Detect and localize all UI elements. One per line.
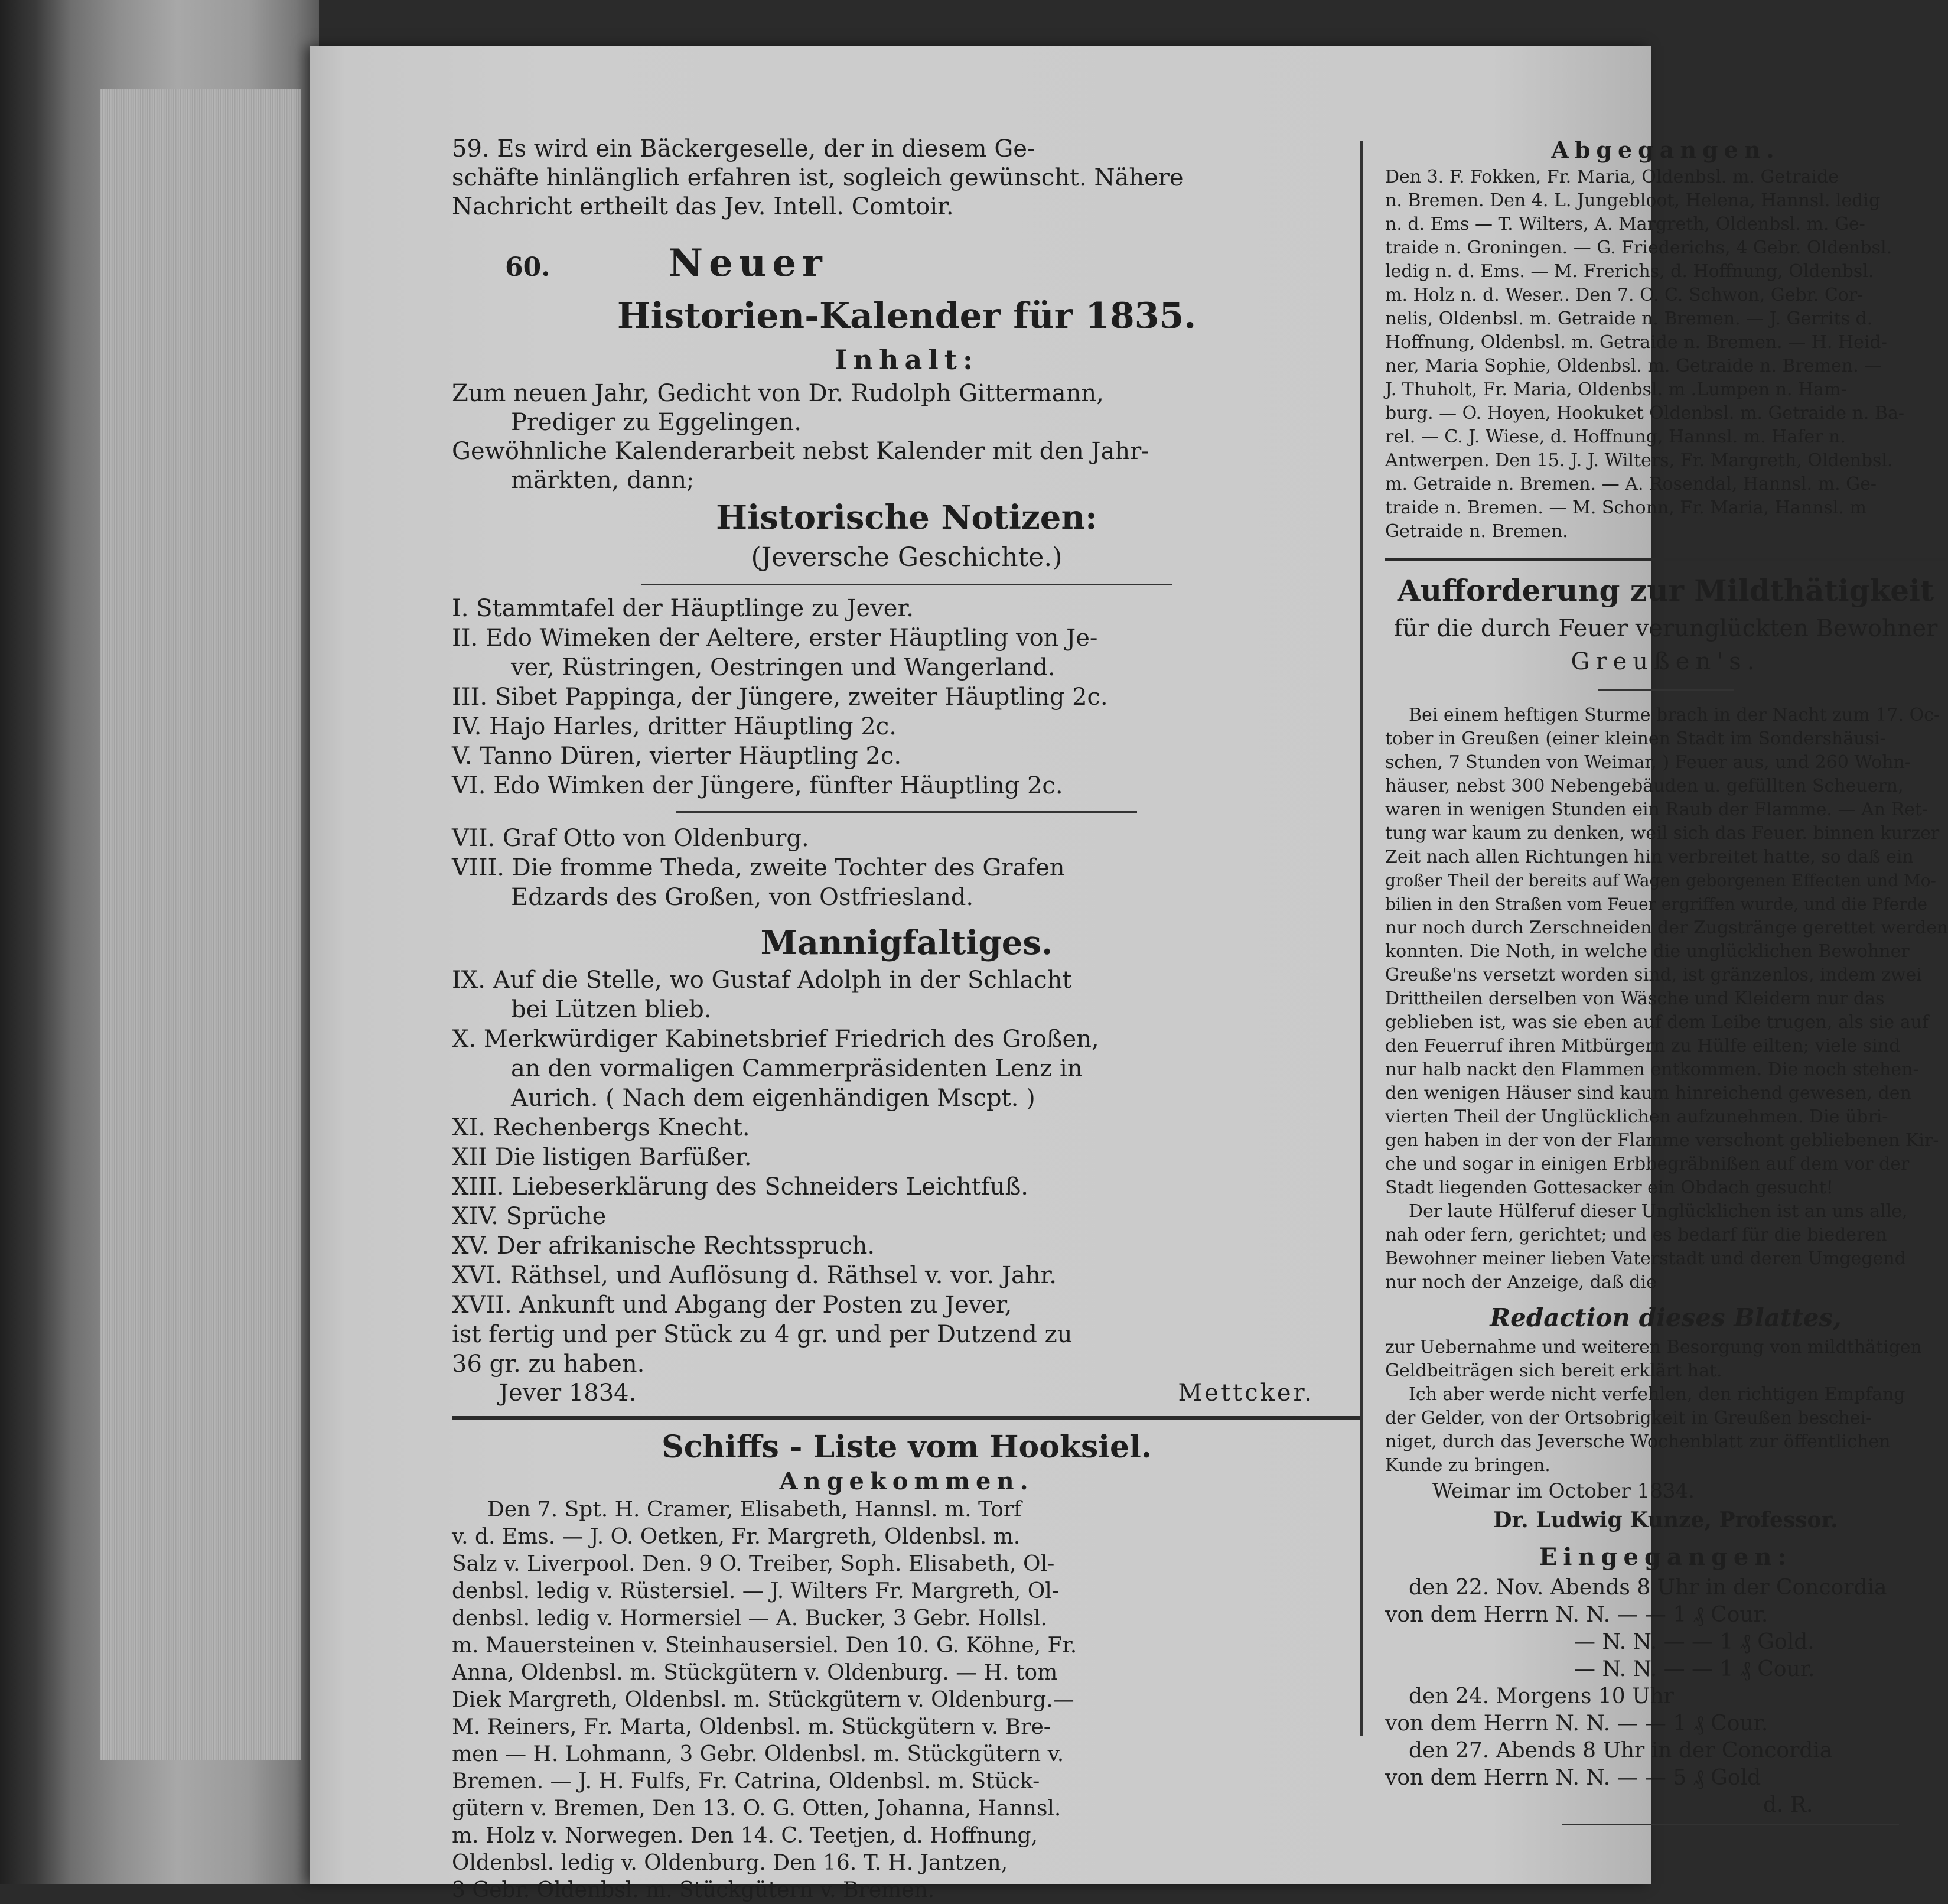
section-title-mannigfaltiges: Mannigfaltiges. xyxy=(760,923,1053,962)
redaction-line: Geldbeiträgen sich bereit erklärt hat. xyxy=(1385,1361,1722,1381)
closing-rule xyxy=(1562,1824,1899,1825)
donation-line: von dem Herrn N. N. — — 1 ₰ Cour. xyxy=(1385,1711,1768,1736)
toc-entry: III. Sibet Pappinga, der Jüngere, zweiter Häuptling 2c. xyxy=(452,684,1108,711)
toc-entry: an den vormaligen Cammerpräsidenten Lenz in xyxy=(511,1055,1083,1082)
toc-entry: X. Merkwürdiger Kabinetsbrief Friedrich des Großen, xyxy=(452,1026,1099,1053)
appeal-line: Greuße'ns versetzt worden sind, ist gränzenlos, indem zwei xyxy=(1385,965,1922,985)
donation-line: den 27. Abends 8 Uhr in der Concordia xyxy=(1409,1739,1833,1763)
appeal-line: den Feuerruf ihren Mitbürgern zu Hülfe eilten; viele sind xyxy=(1385,1036,1901,1056)
appeal-line: tung war kaum zu denken, weil sich das Feuer. binnen kurzer xyxy=(1385,823,1940,844)
notice-59-line: 59. Es wird ein Bäckergeselle, der in diesem Ge- xyxy=(452,135,1035,162)
appeal-line: Stadt liegenden Gottesacker ein Obdach gesucht! xyxy=(1385,1177,1833,1198)
toc-entry: XIV. Sprüche xyxy=(452,1203,607,1230)
appeal-line: konnten. Die Noth, in welche die unglücklichen Bewohner xyxy=(1385,941,1910,962)
abgegangen-line: rel. — C. J. Wiese, d. Hoffnung, Hannsl. m. Hafer n. xyxy=(1385,427,1846,447)
toc-oldenburg xyxy=(452,824,1361,912)
abgegangen-line: traide n. Bremen. — M. Schonn, Fr. Maria, Hannsl. m xyxy=(1385,497,1866,518)
notice-59 xyxy=(452,135,1361,222)
toc-entry: XI. Rechenbergs Knecht. xyxy=(452,1114,750,1141)
ship-list-line: m. Mauersteinen v. Steinhausersiel. Den 10. G. Köhne, Fr. xyxy=(452,1633,1077,1658)
appeal-line: den wenigen Häuser sind kaum hinreichend gewesen, den xyxy=(1385,1083,1911,1104)
toc-entry: XVI. Räthsel, und Auflösung d. Räthsel v. vor. Jahr. xyxy=(452,1262,1057,1289)
toc-entry: IX. Auf die Stelle, wo Gustaf Adolph in der Schlacht xyxy=(452,966,1072,994)
section-rule xyxy=(452,1416,1361,1420)
toc-entry: 36 gr. zu haben. xyxy=(452,1350,645,1378)
right-column xyxy=(1385,135,1946,1825)
abgegangen-line: Getraide n. Bremen. xyxy=(1385,521,1568,542)
abgegangen-line: Antwerpen. Den 15. J. J. Wilters, Fr. Margreth, Oldenbsl. xyxy=(1385,450,1893,471)
inhalt-heading: Inhalt: xyxy=(835,344,979,376)
calendar-title: Historien-Kalender für 1835. xyxy=(617,295,1197,337)
appeal-line: bilien in den Straßen vom Feuer ergriffen wurde, und die Pferde xyxy=(1385,894,1927,914)
appeal-line: schen, 7 Stunden von Weimar, ) Feuer aus, und 260 Wohn- xyxy=(1385,752,1911,773)
toc-entry: XII Die listigen Barfüßer. xyxy=(452,1144,752,1171)
appeal-line: nur halb nackt den Flammen entkommen. Die noch stehen- xyxy=(1385,1059,1919,1080)
toc-mannigfaltiges xyxy=(452,965,1361,1379)
place-date: Weimar im October 1834. xyxy=(1432,1479,1695,1503)
divider-rule xyxy=(641,584,1172,585)
appeal-line: nah oder fern, gerichtet; und es bedarf für die biederen xyxy=(1385,1225,1887,1245)
toc-entry: I. Stammtafel der Häuptlinge zu Jever. xyxy=(452,595,914,622)
divider-rule xyxy=(1598,689,1734,691)
appeal-line: Bewohner meiner lieben Vaterstadt und deren Umgegend xyxy=(1385,1248,1906,1269)
abgegangen-line: Hoffnung, Oldenbsl. m. Getraide n. Bremen. — H. Heid- xyxy=(1385,332,1887,353)
appeal-subtitle: für die durch Feuer verunglückten Bewohner xyxy=(1393,615,1938,642)
ship-list-line: Den 7. Spt. H. Cramer, Elisabeth, Hannsl. m. Torf xyxy=(487,1498,1022,1522)
ship-list-line: Diek Margreth, Oldenbsl. m. Stückgütern v. Oldenburg.— xyxy=(452,1688,1074,1712)
toc-entry: VIII. Die fromme Theda, zweite Tochter des Grafen xyxy=(452,854,1065,881)
toc-entry: ist fertig und per Stück zu 4 gr. und per Dutzend zu xyxy=(452,1321,1073,1348)
abgegangen-line: m. Holz n. d. Weser.. Den 7. O. C. Schwon, Gebr. Cor- xyxy=(1385,285,1864,305)
ship-list-line: gütern v. Bremen, Den 13. O. G. Otten, Johanna, Hannsl. xyxy=(452,1796,1061,1821)
appeal-line: tober in Greußen (einer kleinen Stadt im Sondershäusi- xyxy=(1385,728,1886,749)
redaction-line: zur Uebernahme und weiteren Besorgung von mildthätigen xyxy=(1385,1337,1922,1358)
ship-list-subtitle: Angekommen. xyxy=(779,1467,1034,1495)
appeal-line: geblieben ist, was sie eben auf dem Leibe trugen, als sie auf xyxy=(1385,1012,1929,1033)
abgegangen-line: n. Bremen. Den 4. L. Jungebloot, Helena, Hannsl. ledig xyxy=(1385,190,1881,211)
donation-line: von dem Herrn N. N. — — 5 ₰ Gold xyxy=(1385,1766,1761,1790)
appeal-title: Aufforderung zur Mildthätigkeit xyxy=(1397,573,1934,608)
eingegangen-list xyxy=(1385,1574,1946,1819)
book-edge xyxy=(0,0,319,1884)
abgegangen-line: burg. — O. Hoyen, Hookuket Oldenbsl. m. Getraide n. Ba- xyxy=(1385,403,1905,424)
eingegangen-title: Eingegangen: xyxy=(1539,1543,1793,1571)
redaction-line: niget, durch das Jeversche Wochenblatt zur öffentlichen xyxy=(1385,1431,1891,1452)
abgegangen-line: n. d. Ems — T. Wilters, A. Margreth, Oldenbsl. m. Ge- xyxy=(1385,214,1865,235)
appeal-body xyxy=(1385,704,1946,1294)
intro-line: märkten, dann; xyxy=(511,467,695,494)
intro-line: Gewöhnliche Kalenderarbeit nebst Kalender mit den Jahr- xyxy=(452,438,1149,465)
appeal-line: gen haben in der von der Flamme verschont gebliebenen Kir- xyxy=(1385,1130,1939,1151)
donation-line: — N. N. — — 1 ₰ Cour. xyxy=(1574,1657,1815,1681)
ship-list xyxy=(452,1496,1361,1904)
ship-list-line: denbsl. ledig v. Hormersiel — A. Bucker, 3 Gebr. Hollsl. xyxy=(452,1606,1047,1630)
ship-list-line: 3 Gebr. Oldenbsl. m. Stückgütern v. Bremen. xyxy=(452,1878,935,1902)
toc-entry: bei Lützen blieb. xyxy=(511,996,712,1023)
redaction-line: Kunde zu bringen. xyxy=(1385,1455,1550,1476)
appeal-line: Bei einem heftigen Sturme brach in der Nacht zum 17. Oc- xyxy=(1409,705,1940,725)
notice-59-line: Nachricht ertheilt das Jev. Intell. Comtoir. xyxy=(452,193,954,220)
toc-entry: VII. Graf Otto von Oldenburg. xyxy=(452,825,809,852)
toc-entry: XV. Der afrikanische Rechtsspruch. xyxy=(452,1232,875,1259)
toc-entry: IV. Hajo Harles, dritter Häuptling 2c. xyxy=(452,713,897,740)
ship-list-title: Schiffs - Liste vom Hooksiel. xyxy=(662,1429,1152,1465)
ship-list-line: Salz v. Liverpool. Den. 9 O. Treiber, Soph. Elisabeth, Ol- xyxy=(452,1552,1055,1576)
notice-number: 60. xyxy=(505,252,550,282)
ship-list-line: m. Holz v. Norwegen. Den 14. C. Teetjen, d. Hoffnung, xyxy=(452,1824,1038,1848)
abgegangen-line: J. Thuholt, Fr. Maria, Oldenbsl. m .Lumpen n. Ham- xyxy=(1385,379,1847,400)
section-rule xyxy=(1385,558,1946,561)
intro-line: Prediger zu Eggelingen. xyxy=(511,409,802,436)
abgegangen-line: ledig n. d. Ems. — M. Frerichs, d. Hoffnung, Oldenbsl. xyxy=(1385,261,1874,282)
toc-entry: XVII. Ankunft und Abgang der Posten zu Jever, xyxy=(452,1291,1012,1319)
appeal-line: nur noch der Anzeige, daß die xyxy=(1385,1272,1657,1293)
ship-list-line: denbsl. ledig v. Rüstersiel. — J. Wilters Fr. Margreth, Ol- xyxy=(452,1579,1059,1603)
abgegangen-line: ner, Maria Sophie, Oldenbsl. m. Getraide n. Bremen. — xyxy=(1385,356,1882,376)
abgegangen-title: Abgegangen. xyxy=(1551,136,1780,163)
intro xyxy=(452,379,1361,495)
column-divider xyxy=(1360,141,1363,1736)
signoff xyxy=(452,1379,1361,1408)
appeal-line: häuser, nebst 300 Nebengebäuden u. gefüllten Scheuern, xyxy=(1385,776,1904,796)
toc-entry: VI. Edo Wimken der Jüngere, fünfter Häuptling 2c. xyxy=(452,772,1063,799)
left-column xyxy=(452,135,1361,1904)
ship-list-line: Bremen. — J. H. Fulfs, Fr. Catrina, Oldenbsl. m. Stück- xyxy=(452,1769,1040,1794)
notice-59-line: schäfte hinlänglich erfahren ist, sogleich gewünscht. Nähere xyxy=(452,164,1184,191)
page-stack xyxy=(100,89,301,1760)
ship-list-line: Anna, Oldenbsl. m. Stückgütern v. Oldenburg. — H. tom xyxy=(452,1661,1058,1685)
abgegangen-line: nelis, Oldenbsl. m. Getraide n. Bremen. — J. Gerrits d. xyxy=(1385,308,1873,329)
ship-list-line: v. d. Ems. — J. O. Oetken, Fr. Margreth, Oldenbsl. m. xyxy=(452,1525,1021,1549)
toc-entry: XIII. Liebeserklärung des Schneiders Leichtfuß. xyxy=(452,1173,1028,1200)
appeal-line: vierten Theil der Unglücklichen aufzunehmen. Die übri- xyxy=(1385,1106,1888,1127)
appeal-line: che und sogar in einigen Erbbegräbnißen auf dem vor der xyxy=(1385,1154,1910,1174)
toc-historisch xyxy=(452,594,1361,800)
intro-line: Zum neuen Jahr, Gedicht von Dr. Rudolph Gittermann, xyxy=(452,380,1104,407)
section-subtitle: (Jeversche Geschichte.) xyxy=(751,542,1063,572)
appeal-line: nur noch durch Zerschneiden der Zugstränge gerettet werden xyxy=(1385,917,1948,938)
toc-entry: ver, Rüstringen, Oestringen und Wangerland. xyxy=(511,654,1056,681)
appeal-line: großer Theil der bereits auf Wagen geborgenen Effecten und Mo- xyxy=(1385,871,1936,890)
appeal-line: Der laute Hülferuf dieser Unglücklichen ist an uns alle, xyxy=(1409,1201,1908,1222)
notice-title-word: Neuer xyxy=(668,241,828,285)
toc-entry: V. Tanno Düren, vierter Häuptling 2c. xyxy=(452,743,902,770)
redaction-line: Ich aber werde nicht verfehlen, den richtigen Empfang xyxy=(1409,1384,1905,1405)
donation-line: von dem Herrn N. N. — — 1 ₰ Cour. xyxy=(1385,1603,1768,1627)
signoff-name: Mettcker. xyxy=(1178,1379,1314,1407)
toc-entry: II. Edo Wimeken der Aeltere, erster Häuptling von Je- xyxy=(452,624,1098,652)
abgegangen-line: m. Getraide n. Bremen. — A. Rosendal, Hannsl. m. Ge- xyxy=(1385,474,1877,494)
donation-line: d. R. xyxy=(1763,1793,1813,1817)
ship-list-line: men — H. Lohmann, 3 Gebr. Oldenbsl. m. Stückgütern v. xyxy=(452,1742,1064,1766)
divider-rule xyxy=(676,811,1137,813)
newspaper-page xyxy=(310,46,1948,1902)
abgegangen-list xyxy=(1385,165,1946,543)
notice-60-header xyxy=(452,239,1361,292)
redaction-heading: Redaction dieses Blattes, xyxy=(1490,1303,1842,1332)
appeal-line: Drittheilen derselben von Wäsche und Kleidern nur das xyxy=(1385,988,1885,1009)
redaction-body xyxy=(1385,1336,1946,1477)
abgegangen-line: Den 3. F. Fokken, Fr. Maria, Oldenbsl. m. Getraide xyxy=(1385,167,1839,187)
donation-line: den 24. Morgens 10 Uhr xyxy=(1409,1684,1674,1708)
abgegangen-line: traide n. Groningen. — G. Friederichs, 4 Gebr. Oldenbsl. xyxy=(1385,237,1892,258)
donation-line: — N. N. — — 1 ₰ Gold. xyxy=(1574,1630,1815,1654)
signature: Dr. Ludwig Kunze, Professor. xyxy=(1493,1508,1838,1532)
appeal-subtitle-town: Greußen's. xyxy=(1571,648,1761,675)
toc-entry: Aurich. ( Nach dem eigenhändigen Mscpt. ) xyxy=(511,1085,1035,1112)
toc-entry: Edzards des Großen, von Ostfriesland. xyxy=(511,884,974,911)
appeal-line: Zeit nach allen Richtungen hin verbreitet hatte, so daß ein xyxy=(1385,847,1914,867)
donation-line: den 22. Nov. Abends 8 Uhr in der Concordia xyxy=(1409,1576,1887,1600)
appeal-line: waren in wenigen Stunden ein Raub der Flamme. — An Ret- xyxy=(1385,799,1929,820)
ship-list-line: Oldenbsl. ledig v. Oldenburg. Den 16. T. H. Jantzen, xyxy=(452,1851,1008,1875)
section-title-historisch: Historische Notizen: xyxy=(716,498,1097,537)
redaction-line: der Gelder, von der Ortsobrigkeit in Greußen beschei- xyxy=(1385,1408,1872,1428)
ship-list-line: M. Reiners, Fr. Marta, Oldenbsl. m. Stückgütern v. Bre- xyxy=(452,1715,1051,1739)
signoff-place: Jever 1834. xyxy=(499,1379,637,1407)
